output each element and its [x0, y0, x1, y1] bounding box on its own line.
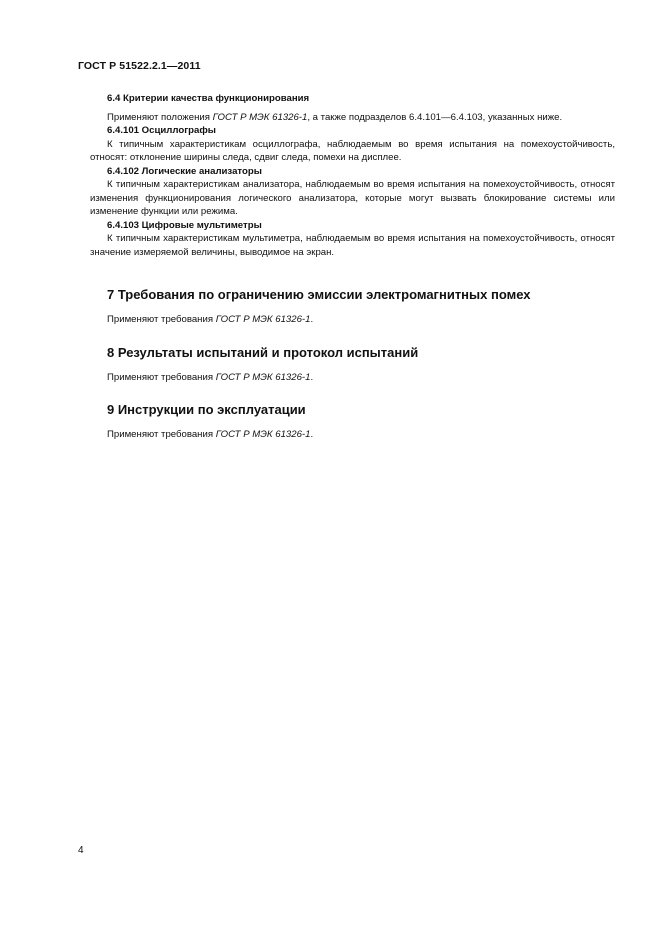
page-number: 4	[78, 845, 84, 856]
paragraph-6-4-102: К типичным характеристикам анализатора, наблюдаемым во время испытания на помехоустойчивость, относят изменения функционирования логического анализатора, которые могут вызвать блокирование системы или изменение функции или режима.	[90, 179, 615, 217]
paragraph-section-8	[90, 371, 615, 385]
paragraph-section-9	[90, 428, 615, 442]
heading-section-7: 7 Требования по ограничению эмиссии электромагнитных помех	[107, 287, 531, 302]
text-run: .	[310, 314, 314, 325]
text-run: Применяют требования	[107, 429, 216, 440]
paragraph-6-4-103: К типичным характеристикам мультиметра, наблюдаемым во время испытания на помехоустойчивость, относят значение измеряемой величины, выводимое на экран.	[90, 233, 615, 258]
text-run: .	[310, 429, 314, 440]
text-run: Применяют требования	[107, 371, 216, 383]
text-run: , а также подразделов 6.4.101—6.4.103, указанных ниже.	[307, 111, 563, 123]
standard-id-header: ГОСТ Р 51522.2.1—2011	[78, 60, 201, 72]
sections-block	[90, 286, 615, 442]
heading-6-4: 6.4 Критерии качества функционирования	[107, 93, 310, 104]
standard-reference: ГОСТ Р МЭК 61326-1	[212, 111, 308, 123]
standard-reference: ГОСТ Р МЭК 61326-1	[215, 429, 311, 440]
heading-6-4-101: 6.4.101 Осциллографы	[107, 125, 216, 136]
text-run: Применяют положения	[107, 111, 213, 123]
heading-section-9: 9 Инструкции по эксплуатации	[107, 402, 306, 417]
heading-6-4-103: 6.4.103 Цифровые мультиметры	[107, 219, 262, 231]
subsection-block	[90, 92, 615, 259]
text-run: .	[310, 371, 314, 383]
heading-6-4-102: 6.4.102 Логические анализаторы	[107, 165, 262, 177]
paragraph-6-4	[90, 111, 615, 125]
text-run: Применяют требования	[107, 314, 216, 325]
paragraph-section-7	[90, 313, 615, 327]
paragraph-6-4-101: К типичным характеристикам осциллографа, наблюдаемым во время испытания на помехоустойчивость, относят: отклонение ширины следа, сдвиг следа, помехи на дисплее.	[90, 138, 615, 163]
standard-reference: ГОСТ Р МЭК 61326-1	[215, 371, 311, 383]
heading-section-8: 8 Результаты испытаний и протокол испытаний	[107, 344, 419, 360]
standard-reference: ГОСТ Р МЭК 61326-1	[215, 314, 311, 325]
